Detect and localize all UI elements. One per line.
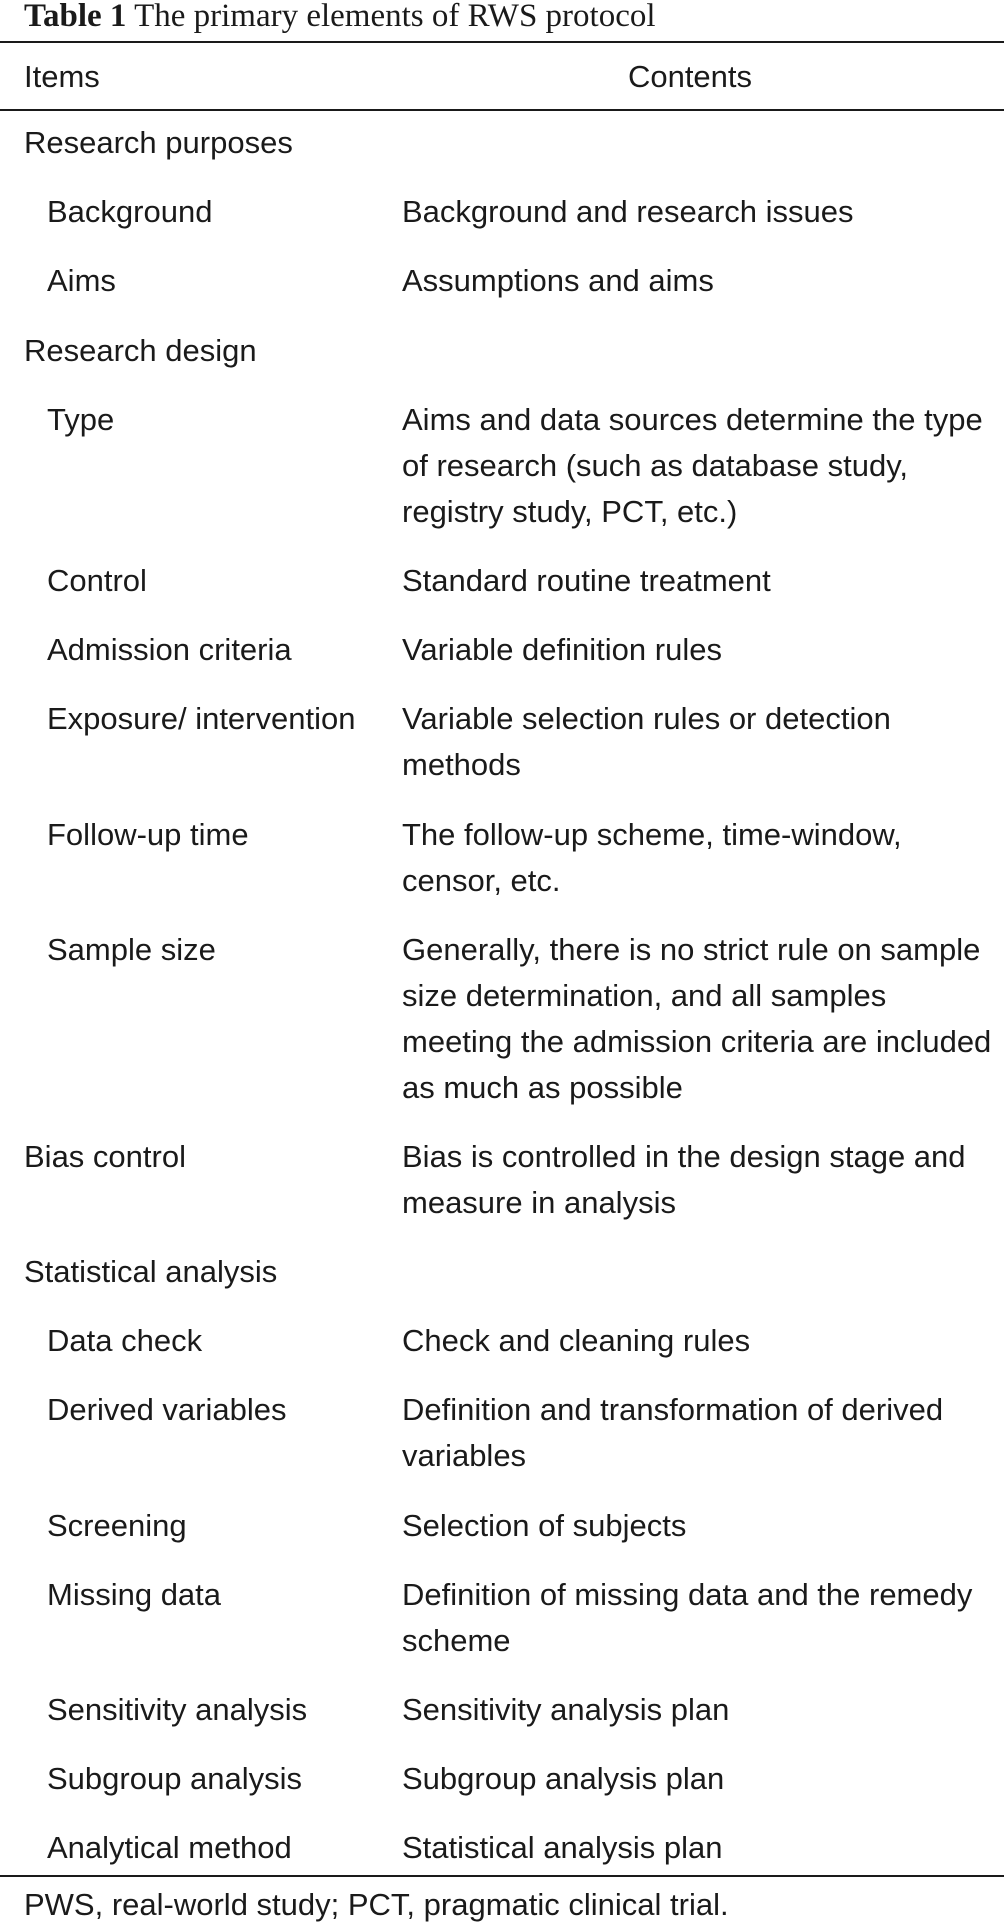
table-footnote: PWS, real-world study; PCT, pragmatic clinical trial. [24, 1887, 729, 1922]
row-content-text: Variable definition rules [402, 632, 722, 668]
row-content-text: Assumptions and aims [402, 263, 714, 299]
row-content-text: Subgroup analysis plan [402, 1761, 725, 1797]
table-row [0, 1503, 1004, 1549]
row-item-label: Screening [47, 1507, 187, 1543]
table-row [0, 696, 1004, 788]
table-bottom-rule [0, 1875, 1004, 1877]
row-item-label: Bias control [24, 1138, 186, 1174]
table-row [0, 397, 1004, 535]
row-item-label: Admission criteria [47, 632, 292, 668]
row-item-label: Aims [47, 263, 116, 299]
row-content-text: Definition and transformation of derived variables [402, 1392, 944, 1474]
table-row [0, 1134, 1004, 1226]
row-item-label: Type [47, 401, 115, 437]
table-header-rule [0, 109, 1004, 111]
table-row [0, 1318, 1004, 1364]
table-row [0, 1387, 1004, 1479]
row-content-text: Sensitivity analysis plan [402, 1692, 730, 1727]
row-item-label: Derived variables [47, 1392, 287, 1428]
row-item-label: Analytical method [47, 1830, 292, 1866]
row-item-label: Statistical analysis [24, 1254, 278, 1290]
table-caption-text: The primary elements of RWS protocol [134, 0, 656, 34]
table-row [0, 558, 1004, 604]
row-content-text [402, 1249, 992, 1295]
row-item-label: Exposure/ intervention [47, 701, 356, 737]
row-item-label: Background [47, 194, 213, 230]
table-top-rule [0, 41, 1004, 43]
row-content-text: Variable selection rules or detection methods [402, 701, 891, 783]
row-content-text: The follow-up scheme, time-window, censor, etc. [402, 816, 902, 898]
table-row [0, 812, 1004, 904]
row-content-text: Statistical analysis plan [402, 1830, 723, 1866]
table-row [0, 1249, 1004, 1295]
table-row [0, 328, 1004, 374]
row-item-label: Missing data [47, 1576, 222, 1612]
table-row [0, 258, 1004, 304]
row-item-label: Sample size [47, 931, 216, 967]
row-content-text: Check and cleaning rules [402, 1323, 751, 1359]
table-row [0, 927, 1004, 1111]
table-row [0, 120, 1004, 166]
row-content-text: Aims and data sources determine the type of research (such as database study, registry study, PCT, etc.) [402, 401, 983, 529]
row-content-text: Bias is controlled in the design stage and measure in analysis [402, 1138, 966, 1220]
row-content-text: Definition of missing data and the remedy scheme [402, 1576, 973, 1658]
table-header [0, 52, 1004, 102]
row-content-text: Generally, there is no strict rule on sample size determination, and all samples meeting the admission criteria are included as much as possible [402, 931, 992, 1105]
row-item-label: Research design [24, 332, 257, 368]
row-item-label: Data check [47, 1323, 203, 1359]
column-header-contents: Contents [627, 59, 753, 94]
row-content-text [402, 120, 992, 166]
row-content-text: Selection of subjects [402, 1507, 687, 1543]
table-caption-label: Table 1 [24, 0, 127, 34]
row-content-text: Background and research issues [402, 194, 854, 230]
row-content-text [402, 328, 992, 374]
row-content-text: Standard routine treatment [402, 562, 771, 598]
table-row [0, 1756, 1004, 1802]
table-row [0, 1825, 1004, 1871]
row-item-label: Sensitivity analysis [47, 1692, 308, 1727]
column-header-items: Items [24, 59, 100, 94]
table-body [0, 120, 1004, 1895]
row-item-label: Follow-up time [47, 816, 249, 852]
row-item-label: Subgroup analysis [47, 1761, 303, 1797]
table-caption [24, 0, 656, 40]
table-row [0, 1687, 1004, 1733]
table-row [0, 189, 1004, 235]
table-row [0, 627, 1004, 673]
table-row [0, 1572, 1004, 1664]
row-item-label: Research purposes [24, 125, 293, 160]
row-item-label: Control [47, 562, 147, 598]
